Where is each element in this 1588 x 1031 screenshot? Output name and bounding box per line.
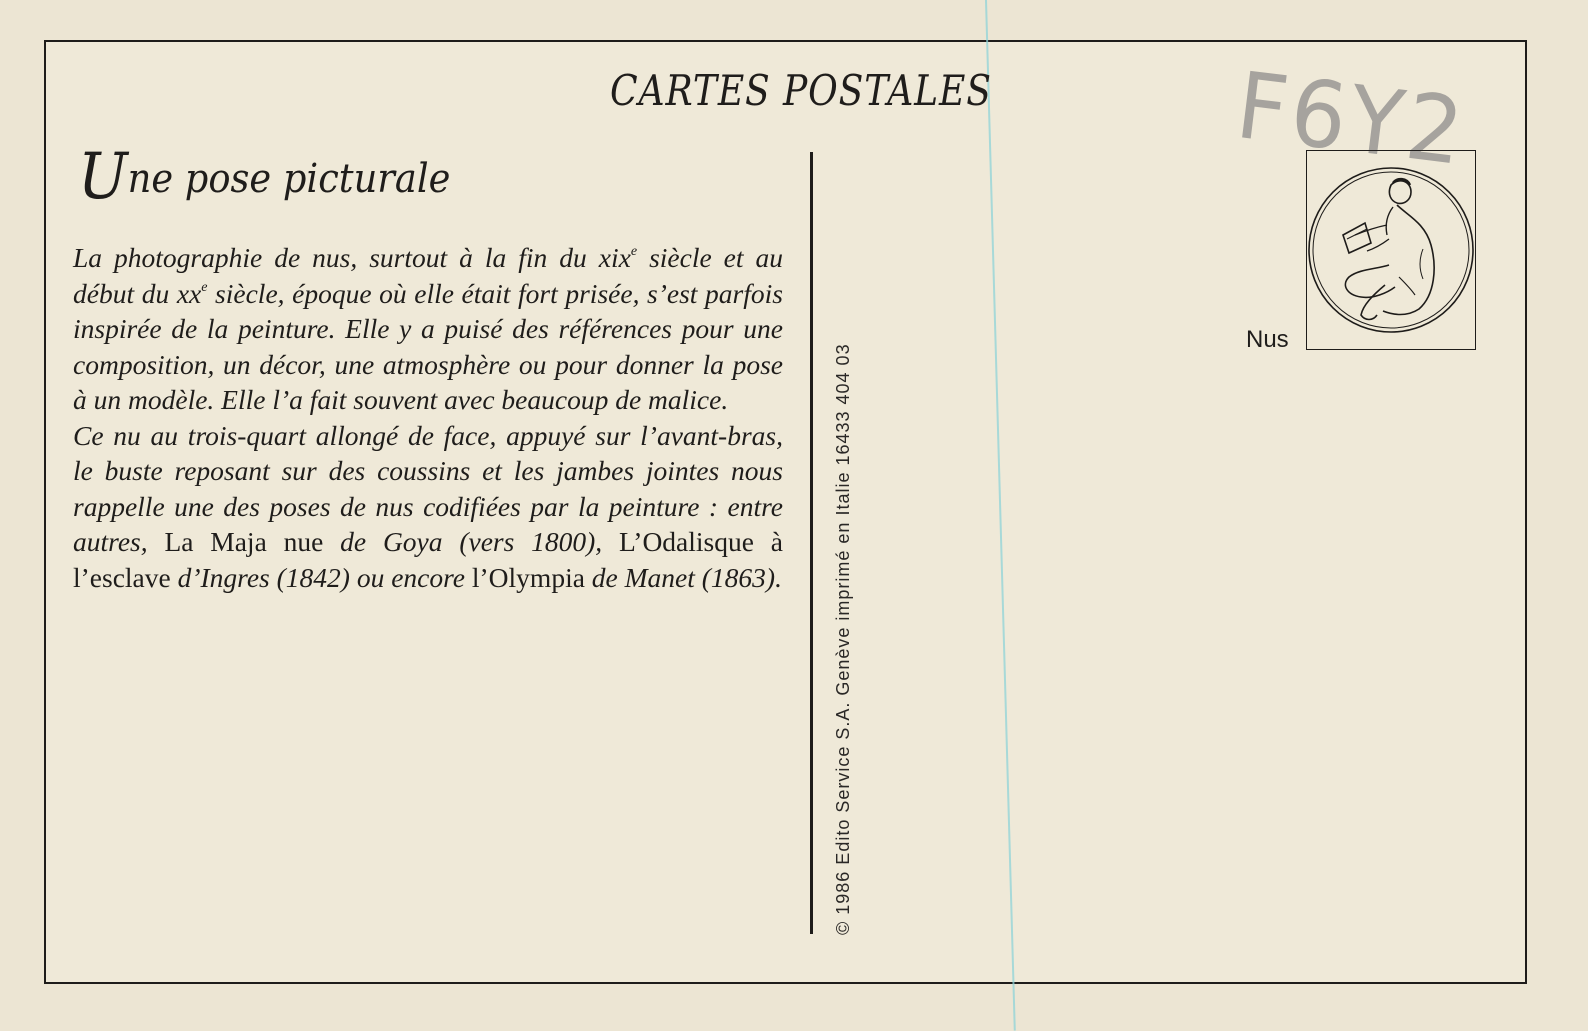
century-xx: xx xyxy=(176,277,202,309)
article-body xyxy=(73,240,783,595)
headline-initial: U xyxy=(78,140,128,214)
paragraph-1-text-a: La photographie de nus, surtout à la fin du xyxy=(73,242,599,273)
stamp-label: Nus xyxy=(1246,326,1289,353)
article-paragraph-1 xyxy=(73,240,783,418)
artwork-title-odalisque: L’Odalisque à l’esclave xyxy=(73,526,783,593)
article-headline xyxy=(78,140,451,214)
handwritten-annotation: F6Y2 xyxy=(1230,52,1473,187)
superscript-e-2: e xyxy=(201,279,208,295)
artwork-title-olympia: l’Olympia xyxy=(471,561,585,593)
paragraph-2-text-c: d’Ingres (1842) ou encore xyxy=(170,561,472,593)
stamp-box xyxy=(1306,150,1476,350)
vertical-divider xyxy=(810,152,813,934)
century-xix: xix xyxy=(598,242,631,273)
paragraph-1-text-b: siècle et au début du xyxy=(73,242,783,309)
seated-nude-figure-icon xyxy=(1307,165,1475,335)
paragraph-2-text-d: de Manet (1863). xyxy=(584,561,782,593)
paragraph-2-text-b: de Goya (vers 1800), xyxy=(323,526,620,557)
artwork-title-maja: La Maja nue xyxy=(164,526,324,557)
headline-rest: ne pose picturale xyxy=(127,156,451,202)
paragraph-2-text-a: Ce nu au trois-quart allongé de face, appuyé sur l’avant-bras, le buste reposant sur des coussins et les jambes jointes nous rappelle une des poses de nus codifiées par la peinture : entre autres, xyxy=(73,419,783,557)
paragraph-1-text-c: siècle, époque où elle était fort prisée, s’est parfois inspirée de la peinture. Elle y a puisé des références pour une composition, un décor, une atmosphère ou pour donner la pose à un modèle. Elle l’a fait souvent avec beaucoup de malice. xyxy=(73,277,783,415)
article-paragraph-2 xyxy=(73,418,783,596)
header-title: CARTES POSTALES xyxy=(610,66,992,115)
publisher-imprint: © 1986 Edito Service S.A. Genève imprimé en Italie 16433 404 03 xyxy=(833,343,853,935)
superscript-e-1: e xyxy=(630,244,638,259)
